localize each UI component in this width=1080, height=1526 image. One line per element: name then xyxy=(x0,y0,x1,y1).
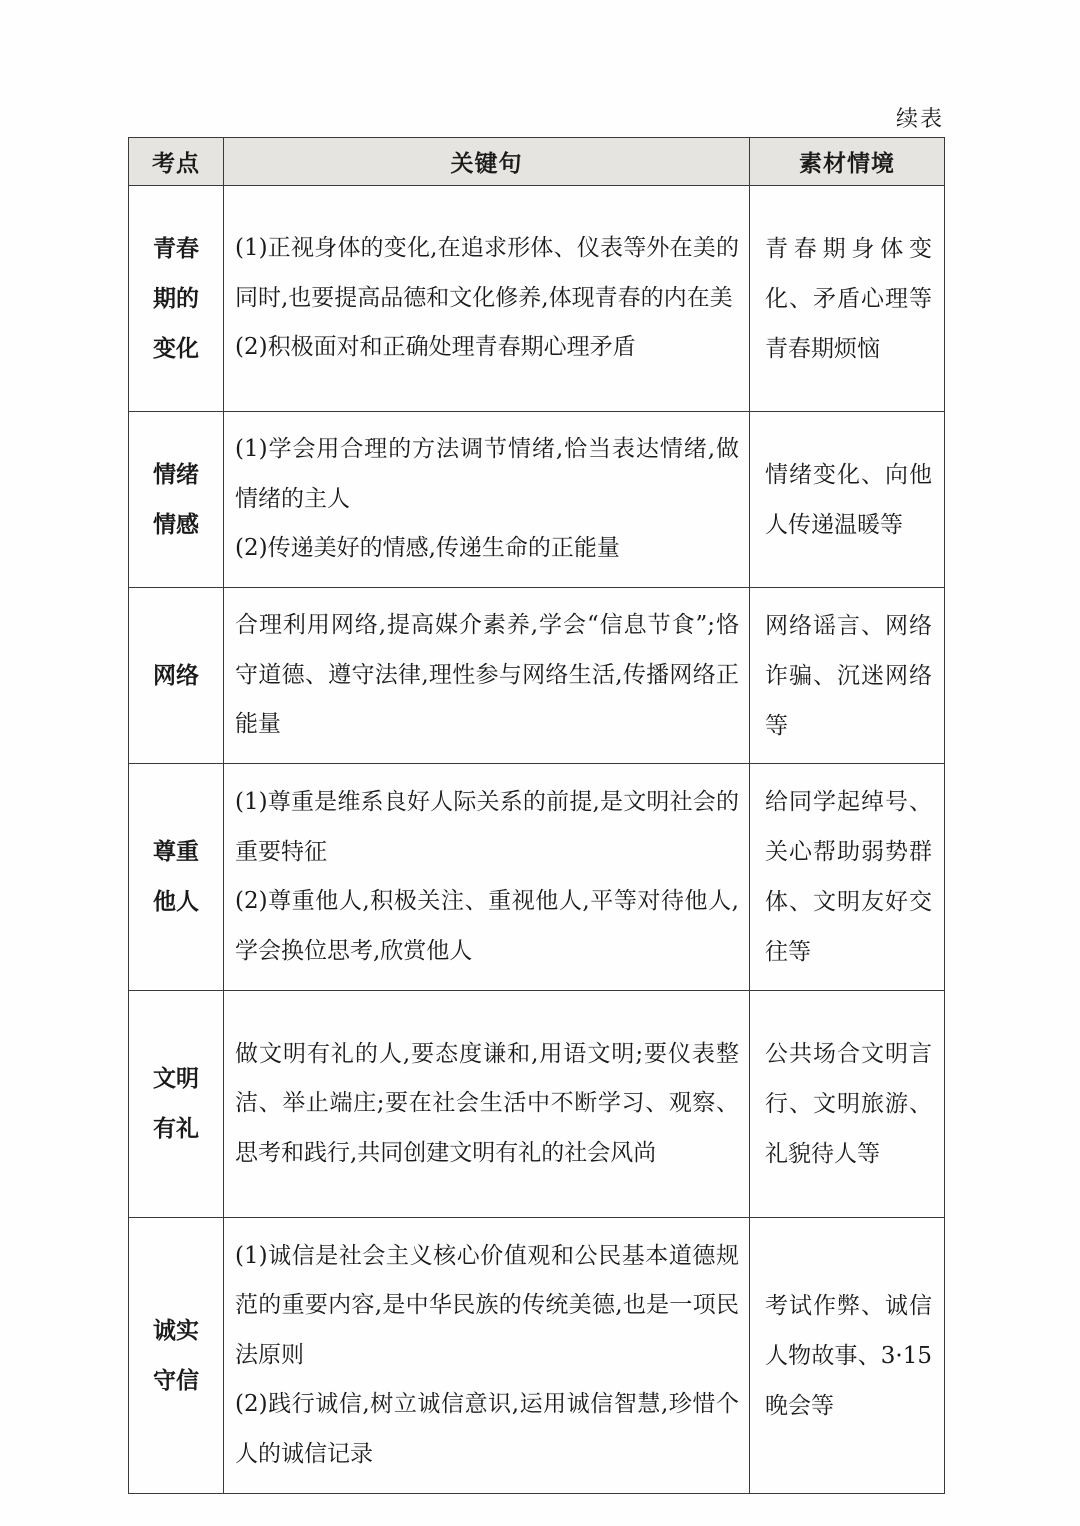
topic-cell: 青春 期的 变化 xyxy=(129,186,224,412)
key-sentence-line: (2)传递美好的情感,传递生命的正能量 xyxy=(235,535,620,562)
material-cell: 给同学起绰号、关心帮助弱势群体、文明友好交往等 xyxy=(750,764,945,991)
key-sentence-line: (1)正视身体的变化,在追求形体、仪表等外在美的同时,也要提高品德和文化修养,体现青春的内在美 xyxy=(235,235,739,311)
material-cell: 青春期身体变化、矛盾心理等青春期烦恼 xyxy=(750,186,945,412)
header-material-context: 素材情境 xyxy=(750,138,945,186)
table-row xyxy=(129,764,945,991)
exam-points-table xyxy=(128,137,945,1494)
exam-points-table-container xyxy=(128,137,944,1494)
topic-cell: 网络 xyxy=(129,588,224,764)
table-row xyxy=(129,991,945,1218)
key-sentence-line: (2)积极面对和正确处理青春期心理矛盾 xyxy=(235,334,636,361)
material-cell: 网络谣言、网络诈骗、沉迷网络等 xyxy=(750,588,945,764)
topic-cell: 文明 有礼 xyxy=(129,991,224,1218)
key-sentence-line: 合理利用网络,提高媒介素养,学会“信息节食”;恪守道德、遵守法律,理性参与网络生活,传播网络正能量 xyxy=(235,612,739,738)
material-cell: 考试作弊、诚信人物故事、3·15晚会等 xyxy=(750,1218,945,1494)
header-topic: 考点 xyxy=(129,138,224,186)
topic-cell: 诚实 守信 xyxy=(129,1218,224,1494)
table-row xyxy=(129,1218,945,1494)
key-sentence-cell xyxy=(224,412,750,588)
key-sentence-line: (2)践行诚信,树立诚信意识,运用诚信智慧,珍惜个人的诚信记录 xyxy=(235,1391,739,1467)
key-sentence-cell xyxy=(224,991,750,1218)
key-sentence-cell xyxy=(224,186,750,412)
material-cell: 情绪变化、向他人传递温暖等 xyxy=(750,412,945,588)
material-cell: 公共场合文明言行、文明旅游、礼貌待人等 xyxy=(750,991,945,1218)
topic-cell: 尊重 他人 xyxy=(129,764,224,991)
table-header-row xyxy=(129,138,945,186)
key-sentence-cell xyxy=(224,588,750,764)
table-row xyxy=(129,412,945,588)
key-sentence-line: (2)尊重他人,积极关注、重视他人,平等对待他人,学会换位思考,欣赏他人 xyxy=(235,888,739,964)
key-sentence-cell xyxy=(224,764,750,991)
key-sentence-line: (1)学会用合理的方法调节情绪,恰当表达情绪,做情绪的主人 xyxy=(235,436,739,512)
header-key-sentence: 关键句 xyxy=(224,138,750,186)
key-sentence-cell xyxy=(224,1218,750,1494)
table-row xyxy=(129,588,945,764)
table-row xyxy=(129,186,945,412)
key-sentence-line: 做文明有礼的人,要态度谦和,用语文明;要仪表整洁、举止端庄;要在社会生活中不断学习、观察、思考和践行,共同创建文明有礼的社会风尚 xyxy=(235,1040,739,1166)
continued-table-label: 续表 xyxy=(896,107,945,132)
topic-cell: 情绪 情感 xyxy=(129,412,224,588)
key-sentence-line: (1)诚信是社会主义核心价值观和公民基本道德规范的重要内容,是中华民族的传统美德,也是一项民法原则 xyxy=(235,1242,739,1368)
key-sentence-line: (1)尊重是维系良好人际关系的前提,是文明社会的重要特征 xyxy=(235,789,739,865)
